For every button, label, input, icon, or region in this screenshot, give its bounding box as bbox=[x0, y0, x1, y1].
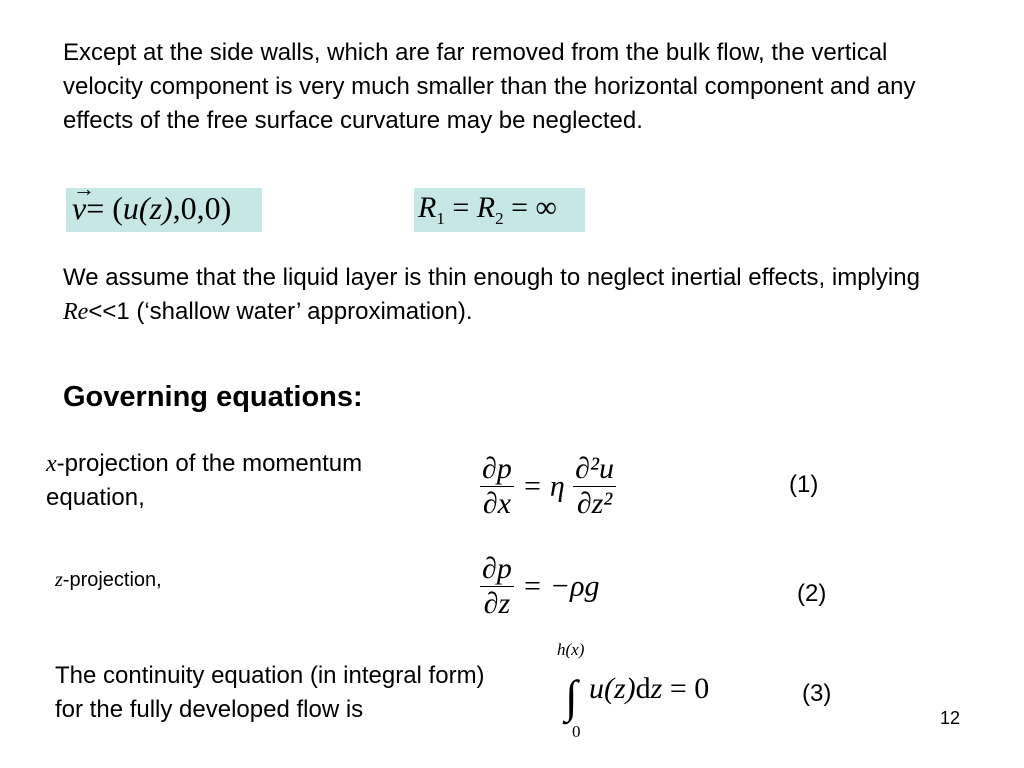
integral-sign-icon: ∫ bbox=[565, 671, 578, 722]
velocity-rest: ,0,0) bbox=[172, 190, 232, 226]
assumption-paragraph bbox=[63, 261, 923, 329]
radius-r2: R bbox=[476, 191, 496, 224]
radius-sub1: 1 bbox=[436, 209, 445, 228]
velocity-symbol: v bbox=[72, 190, 87, 226]
eq1-den-left: ∂x bbox=[482, 487, 511, 520]
eq1-num-right: ∂²u bbox=[575, 452, 614, 485]
radius-r1: R bbox=[418, 191, 437, 224]
page-number: 12 bbox=[940, 708, 961, 728]
reynolds-symbol: Re bbox=[63, 299, 89, 325]
integral-upper-limit: h(x) bbox=[557, 640, 585, 659]
velocity-z: (z) bbox=[138, 190, 173, 226]
integral-var: z bbox=[650, 672, 663, 705]
continuity-equation bbox=[555, 640, 775, 750]
eq2-number: (2) bbox=[797, 580, 827, 607]
eq1-mid: = η bbox=[522, 469, 565, 503]
integrand: u(z) bbox=[589, 672, 636, 705]
vector-arrow-icon: → bbox=[73, 176, 95, 201]
eq1-label bbox=[46, 447, 446, 515]
eq1-label-text: -projection of the momentum equation, bbox=[46, 450, 363, 511]
eq2-label-var: z bbox=[55, 569, 63, 591]
velocity-equation bbox=[66, 176, 262, 232]
velocity-u: u bbox=[122, 190, 139, 226]
intro-paragraph: Except at the side walls, which are far removed from the bulk flow, the vertical velocity component is very much smaller than the horizontal component and any effects of the free surface curvature may be neglected. bbox=[63, 39, 916, 134]
eq2-num: ∂p bbox=[482, 552, 512, 585]
eq3-number: (3) bbox=[802, 680, 832, 707]
eq1-label-var: x bbox=[46, 451, 57, 477]
integral-rhs: = 0 bbox=[662, 672, 710, 705]
assumption-suffix: <<1 (‘shallow water’ approximation). bbox=[88, 298, 473, 325]
eq1-number: (1) bbox=[789, 471, 819, 498]
eq2-den: ∂z bbox=[483, 587, 511, 620]
radii-equation bbox=[414, 188, 585, 232]
momentum-x-equation bbox=[480, 452, 616, 521]
momentum-z-equation bbox=[480, 552, 600, 621]
eq2-label bbox=[55, 569, 162, 592]
assumption-text: We assume that the liquid layer is thin enough to neglect inertial effects, implying bbox=[63, 264, 920, 291]
integral-d: d bbox=[635, 672, 651, 705]
radius-sub2: 2 bbox=[495, 209, 504, 228]
eq2-rhs: = −ρg bbox=[522, 569, 600, 603]
velocity-rhs-open: = ( bbox=[86, 190, 123, 226]
eq1-den-right: ∂z² bbox=[576, 487, 613, 520]
section-heading: Governing equations: bbox=[63, 381, 363, 413]
radius-eq1: = bbox=[444, 191, 477, 224]
radius-eq2: = ∞ bbox=[503, 191, 557, 224]
eq2-label-text: -projection, bbox=[62, 569, 162, 591]
integral-lower-limit: 0 bbox=[572, 722, 581, 741]
eq3-label: The continuity equation (in integral form) for the fully developed flow is bbox=[55, 662, 485, 723]
eq1-num-left: ∂p bbox=[482, 452, 512, 485]
